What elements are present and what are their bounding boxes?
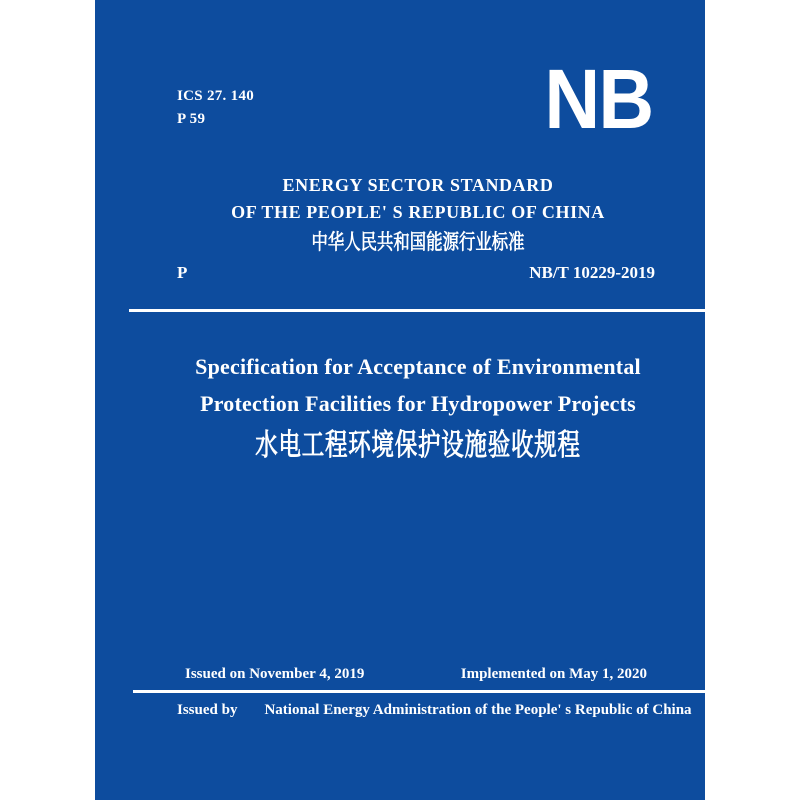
nb-logo: NB <box>544 52 652 146</box>
standard-heading-en-line2: OF THE PEOPLE' S REPUBLIC OF CHINA <box>231 202 605 222</box>
issue-dates-row <box>185 664 647 684</box>
classification-block <box>177 85 254 131</box>
standard-heading <box>131 172 705 255</box>
issued-on-date: Issued on November 4, 2019 <box>185 666 365 682</box>
standard-heading-en-line1: ENERGY SECTOR STANDARD <box>282 175 554 195</box>
standard-heading-cn: 中华人民共和国能源行业标准 <box>311 230 525 254</box>
horizontal-rule-top <box>129 309 705 312</box>
standard-number: NB/T 10229-2019 <box>529 263 655 282</box>
horizontal-rule-bottom <box>133 690 705 693</box>
standard-cover-page <box>95 0 705 800</box>
title-cn: 水电工程环境保护设施验收规程 <box>255 428 581 463</box>
issued-by-value: National Energy Administration of the People' s Republic of China <box>264 702 692 718</box>
designation-left: P <box>177 263 188 282</box>
ics-code: ICS 27. 140 <box>177 88 255 104</box>
issued-by-row <box>177 700 705 720</box>
implemented-on-date: Implemented on May 1, 2020 <box>460 666 647 682</box>
designation-row <box>177 262 655 284</box>
issued-by-label: Issued by <box>177 702 238 718</box>
title-en-line2: Protection Facilities for Hydropower Projects <box>200 391 636 416</box>
classification-code: P 59 <box>177 111 206 127</box>
title-en-line1: Specification for Acceptance of Environmental <box>195 354 641 379</box>
title-block <box>131 348 705 468</box>
